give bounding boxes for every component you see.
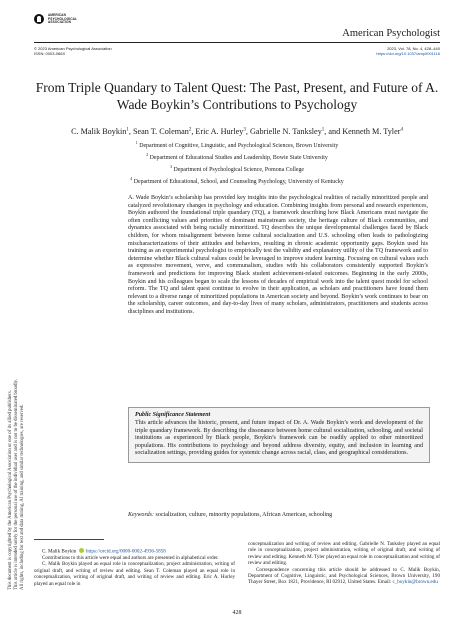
orcid-author: C. Malik Boykin (42, 548, 77, 555)
affil-text: Department of Cognitive, Linguistic, and Psychological Sciences, Brown University (139, 142, 339, 149)
copyright-line: © 2023 American Psychological Association (34, 46, 112, 51)
affiliation-item (34, 163, 440, 175)
affiliation-item (34, 151, 440, 163)
author-affil-marker: 4 (400, 127, 403, 133)
apa-logo-text (48, 14, 77, 25)
author-name: Kenneth M. Tyler (342, 127, 401, 136)
keywords-text: socialization, culture, minority populations, African American, schooling (155, 512, 333, 518)
copyright-sidebar (0, 160, 34, 600)
contribution-detail: C. Malik Boykin played an equal role in conceptualization, project administration, writing of original draft, and writing of review and editing. Sean T. Coleman played an equal role in conceptualization, writing of original draft, and writing of review and editing. Eric A. Hurley played an equal role in (34, 561, 235, 587)
affiliation-list (34, 139, 440, 187)
header-rule (34, 42, 440, 43)
affil-marker: 2 (146, 151, 149, 157)
affil-marker: 3 (169, 163, 172, 169)
author-name: Gabrielle N. Tanksley (249, 127, 322, 136)
affil-marker: 1 (135, 140, 138, 145)
orcid-line (34, 548, 235, 555)
author-affil-marker: 2 (188, 127, 192, 133)
issn-line: ISSN: 0003-066X (34, 51, 66, 57)
keywords-label: Keywords: (128, 512, 154, 518)
affil-text: Department of Educational Studies and Leadership, Bowie State University (149, 154, 328, 161)
author-affil-marker: 1 (126, 127, 129, 133)
affil-text: Department of Psychological Science, Pomona College (173, 166, 305, 173)
article-title: From Triple Quandary to Talent Quest: The Past, Present, and Future of A. Wade Boykin’s Contributions to Psychology (35, 80, 439, 112)
affiliation-item (34, 175, 440, 187)
author-affil-marker: 1 (321, 127, 325, 133)
public-significance-body: This article advances the historic, present, and future impact of Dr. A. Wade Boykin’s work and development of the triple quandary framework. By describing the dissonance between home cultural socialization, schooling, and societal institutions as experienced by Black people, Boykin’s framework can be readily applied to other minoritized populations. His contributions to psychology and beyond address diversity, equity, and inclusion in learning and socialization settings, providing guides for systemic change across racial, class, and geographical considerations. (135, 420, 423, 457)
sidebar-line: This article is intended solely for the personal use of the individual user and is not to be disseminated broadly. (14, 379, 19, 590)
author-name: Eric A. Hurley (195, 127, 244, 136)
journal-name: American Psychologist (342, 28, 440, 39)
public-significance-box (128, 407, 430, 463)
keywords (128, 512, 428, 518)
volume-line: 2023, Vol. 78, No. 4, 428–440 (387, 46, 440, 51)
orcid-link[interactable]: https://orcid.org/0000-0002-4936-5858 (85, 548, 166, 555)
footnotes-left (34, 548, 235, 587)
abstract: A. Wade Boykin’s scholarship has provided key insights into the psychological realities of racially minoritized people and catalyzed revolutionary changes in psychology and education. Combining insights from personal and research experiences, Boykin authored the foundational triple quandary (TQ), a framework describing how Black Americans must navigate the often conflicting values and priorities of dominant mainstream society, the heritage culture of Black communities, and dynamics associated with being racially minoritized. TQ describes the unique developmental challenges faced by Black children, for whom misalignment between home cultural socialization and U.S. schooling often leads to pathologizing mischaracterizations of their attitudes and behaviors, resulting in chronic academic opportunity gaps. Boykin used his training as an experimental psychologist to empirically test the validity and explanatory utility of the TQ framework and to determine whether Black cultural values could be leveraged to improve student learning. Focusing on cultural values such as expressive movement, verve, and communalism, studies with his collaborators consistently supported Boykin’s framework and predictions for improving Black student achievement-related outcomes. Beginning in the early 2000s, Boykin and his colleagues began to scale the lessons of decades of empirical work into the talent quest model for school reform. The TQ and talent quest continue to evolve in their application, as scholars and practitioners have found them relevant to a diverse range of minoritized populations in American society and beyond. Boykin’s work continues to bear on the scholarship, career outcomes, and day-to-day lives of many scholars, administrators, practitioners and students across disciplines and institutions. (128, 195, 428, 315)
contribution-continued: conceptualization and writing of review and editing. Gabrielle N. Tanksley played an equal role in conceptualization, project administration, writing of original draft, and writing of review and editing. Kenneth M. Tyler played an equal role in conceptualization and writing of review and editing. (248, 541, 440, 567)
email-link[interactable]: c_boykin@brown.edu (392, 579, 438, 586)
public-significance-title: Public Significance Statement (135, 412, 211, 418)
footnote-rule (34, 539, 104, 540)
page-number: 428 (232, 610, 242, 616)
logo-text-line: PSYCHOLOGICAL (48, 16, 78, 21)
publication-meta-left (34, 46, 112, 57)
contribution-equal: Contributions to this article were equal and authors are presented in alphabetical order. (42, 554, 219, 561)
sidebar-line: All rights, including for text and data mining, AI training, and similar technologies, are reserved. (20, 404, 25, 590)
author-affil-marker: 3 (243, 127, 246, 133)
orcid-icon (79, 548, 84, 553)
affil-marker: 4 (130, 175, 133, 181)
affil-text: Department of Educational, School, and Counseling Psychology, University of Kentucky (133, 178, 344, 185)
apa-logo (34, 14, 77, 25)
correspondence-text: Correspondence concerning this article should be addressed to C. Malik Boykin, Department of Cognitive, Linguistic, and Psychological Sciences, Brown University, 190 Thayer Street, Box 1821, Providence, RI 02912, United States. Email: (248, 566, 440, 586)
logo-text-line: AMERICAN (48, 13, 66, 17)
sidebar-line: This document is copyrighted by the American Psychological Association or one of its allied publishers. (8, 390, 13, 590)
affiliation-item (34, 139, 440, 151)
doi-link[interactable]: https://doi.org/10.1037/amp0001116 (376, 51, 440, 57)
publication-meta-right (376, 46, 440, 57)
footnotes-right (248, 541, 440, 586)
apa-logo-icon (34, 14, 44, 24)
author-list: C. Malik Boykin$^1$, Sean T. Coleman$^2$, Eric A. Hurley$^3$, Gabrielle N. Tanksley$^1$, and Kenneth M. Tyler$^4$ (71, 127, 403, 136)
author-name: Sean T. Coleman (132, 127, 189, 136)
correspondence (248, 567, 440, 586)
logo-text-line: ASSOCIATION (48, 20, 71, 25)
author-name: C. Malik Boykin (71, 127, 127, 136)
